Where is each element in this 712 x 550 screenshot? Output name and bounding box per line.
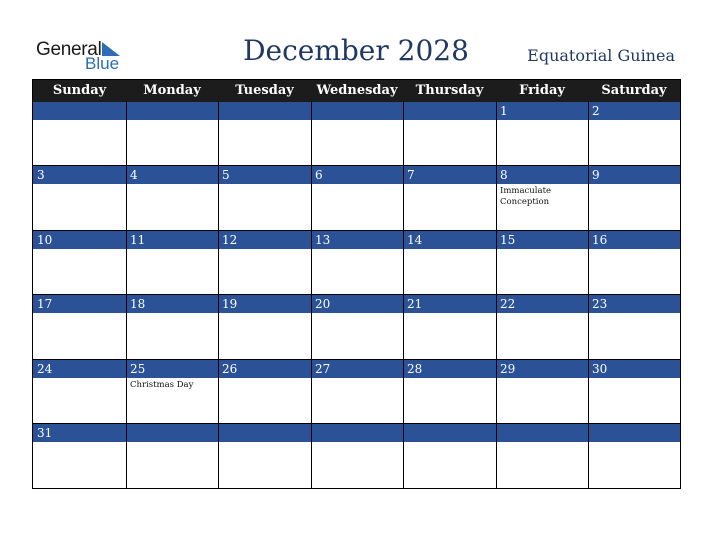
day-number: 13: [315, 233, 331, 247]
day-cell: [311, 102, 403, 166]
weekday-header-tuesday: Tuesday: [235, 83, 294, 98]
day-cell[interactable]: [311, 360, 403, 424]
grid-line-horizontal: [33, 423, 680, 424]
day-number: 23: [592, 297, 608, 311]
weekday-header-friday: Friday: [519, 83, 565, 98]
day-cell[interactable]: [311, 231, 403, 295]
day-cell[interactable]: [311, 295, 403, 359]
grid-line-horizontal: [33, 230, 680, 231]
day-cell: [126, 424, 218, 488]
day-cell[interactable]: [403, 295, 496, 359]
weekday-header-monday: Monday: [143, 83, 201, 98]
day-cell[interactable]: [33, 424, 126, 488]
week-row: [33, 360, 680, 424]
weekday-header-thursday: Thursday: [415, 83, 484, 98]
day-number: 12: [222, 233, 238, 247]
day-number: 17: [37, 297, 53, 311]
day-number: 20: [315, 297, 331, 311]
day-number: 31: [37, 426, 53, 440]
day-number: 29: [500, 362, 516, 376]
grid-line-vertical: [496, 102, 497, 488]
day-cell: [33, 102, 126, 166]
day-number: 24: [37, 362, 53, 376]
day-cell[interactable]: [126, 166, 218, 230]
day-cell: [496, 424, 588, 488]
day-cell[interactable]: [588, 295, 680, 359]
logo-general-text: General: [36, 39, 102, 60]
day-cell[interactable]: [126, 231, 218, 295]
day-cell[interactable]: [588, 166, 680, 230]
grid-line-vertical: [126, 102, 127, 488]
day-number: 1: [500, 104, 508, 118]
day-cell[interactable]: [218, 295, 311, 359]
weekday-header-row: [33, 80, 680, 102]
day-cell[interactable]: [588, 102, 680, 166]
day-cell[interactable]: [33, 231, 126, 295]
logo-blue-text: Blue: [85, 54, 120, 73]
day-cell: [403, 424, 496, 488]
day-cell[interactable]: [33, 360, 126, 424]
grid-line-vertical: [403, 102, 404, 488]
calendar-grid: [32, 79, 681, 489]
day-cell: [218, 102, 311, 166]
day-number: 18: [130, 297, 146, 311]
day-cell[interactable]: [218, 231, 311, 295]
day-number: 10: [37, 233, 53, 247]
week-row: [33, 295, 680, 359]
day-cell: [126, 102, 218, 166]
day-cell[interactable]: [126, 360, 218, 424]
grid-line-horizontal: [33, 165, 680, 166]
holiday-event: Christmas Day: [130, 380, 194, 390]
week-row: [33, 231, 680, 295]
day-number: 11: [130, 233, 146, 247]
week-row: [33, 166, 680, 230]
day-cell[interactable]: [496, 231, 588, 295]
day-number: 21: [407, 297, 423, 311]
grid-line-horizontal: [33, 294, 680, 295]
day-number: 26: [222, 362, 238, 376]
day-number: 27: [315, 362, 331, 376]
day-number: 7: [407, 168, 415, 182]
weekday-header-wednesday: Wednesday: [316, 83, 398, 98]
day-number: 14: [407, 233, 423, 247]
day-cell: [403, 102, 496, 166]
day-cell[interactable]: [403, 231, 496, 295]
grid-line-horizontal: [33, 359, 680, 360]
day-cell[interactable]: [496, 102, 588, 166]
day-cell[interactable]: [496, 360, 588, 424]
day-number: 3: [37, 168, 45, 182]
day-number: 19: [222, 297, 238, 311]
grid-line-vertical: [588, 102, 589, 488]
day-cell[interactable]: [126, 295, 218, 359]
day-number: 22: [500, 297, 516, 311]
day-cell[interactable]: [588, 360, 680, 424]
weekday-header-saturday: Saturday: [601, 83, 667, 98]
day-cell[interactable]: [218, 360, 311, 424]
holiday-event: Immaculate Conception: [500, 186, 552, 207]
day-number: 25: [130, 362, 146, 376]
grid-line-vertical: [311, 102, 312, 488]
day-cell[interactable]: [496, 295, 588, 359]
day-number: 2: [592, 104, 600, 118]
day-number: 6: [315, 168, 323, 182]
day-cell: [218, 424, 311, 488]
day-number: 30: [592, 362, 608, 376]
day-cell: [311, 424, 403, 488]
day-cell[interactable]: [588, 231, 680, 295]
day-cell[interactable]: [403, 166, 496, 230]
day-number: 9: [592, 168, 600, 182]
weekday-header-sunday: Sunday: [52, 83, 107, 98]
day-cell[interactable]: [218, 166, 311, 230]
day-number: 28: [407, 362, 423, 376]
country-name: Equatorial Guinea: [527, 46, 675, 65]
day-cell[interactable]: [403, 360, 496, 424]
day-number: 15: [500, 233, 516, 247]
day-cell[interactable]: [33, 166, 126, 230]
grid-line-vertical: [218, 102, 219, 488]
day-cell: [588, 424, 680, 488]
day-number: 16: [592, 233, 608, 247]
week-row: [33, 102, 680, 166]
day-cell[interactable]: [33, 295, 126, 359]
day-cell[interactable]: [496, 166, 588, 230]
day-number: 5: [222, 168, 230, 182]
day-number: 8: [500, 168, 508, 182]
day-cell[interactable]: [311, 166, 403, 230]
day-number: 4: [130, 168, 138, 182]
calendar-title: December 2028: [243, 34, 469, 67]
week-row: [33, 424, 680, 488]
